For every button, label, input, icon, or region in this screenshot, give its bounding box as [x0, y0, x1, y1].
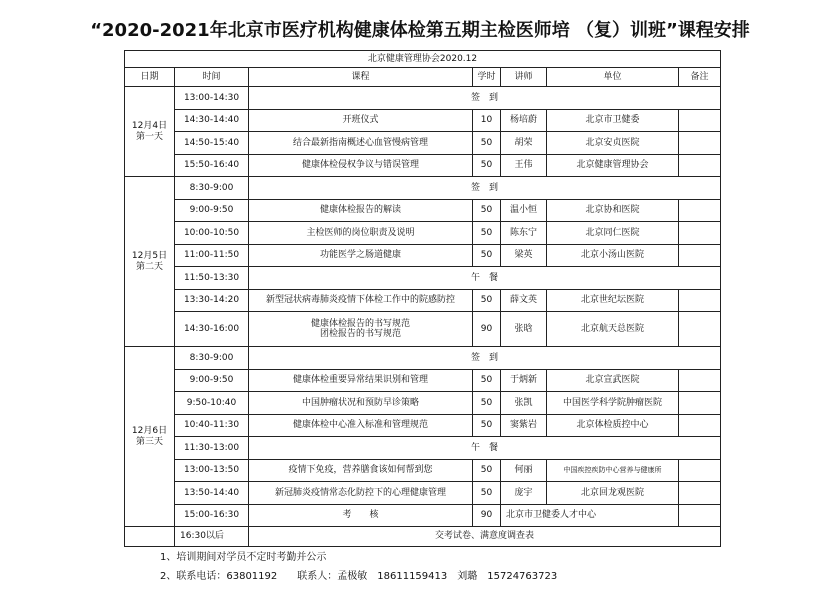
teacher-cell: 陈东宁: [501, 222, 547, 245]
break-cell: 午 餐: [249, 437, 721, 460]
remark-cell: [679, 312, 721, 347]
teacher-cell: 于炳新: [501, 369, 547, 392]
schedule-row: [125, 289, 721, 312]
hours-cell: 50: [473, 482, 501, 505]
notes: [160, 548, 557, 586]
remark-cell: [679, 132, 721, 155]
schedule-row: [125, 392, 721, 415]
time-cell: 15:00-16:30: [175, 504, 249, 527]
schedule-row: [125, 222, 721, 245]
schedule-row: [125, 414, 721, 437]
unit-cell: 北京安贞医院: [547, 132, 679, 155]
schedule-row: [125, 87, 721, 110]
unit-cell: 北京宣武医院: [547, 369, 679, 392]
teacher-cell: 温小恒: [501, 199, 547, 222]
teacher-cell: 张晗: [501, 312, 547, 347]
note-line: 1、培训期间对学员不定时考勤并公示: [160, 552, 327, 563]
final-row: [125, 527, 721, 547]
course-cell: 结合最新指南概述心血管慢病管理: [249, 132, 473, 155]
break-cell: 签 到: [249, 347, 721, 370]
unit-cell: 中国医学科学院肿瘤医院: [547, 392, 679, 415]
schedule-row: [125, 369, 721, 392]
note-line: 2、联系电话：63801192 联系人：孟极敏 18611159413 刘璐 15724763723: [160, 571, 558, 582]
remark-cell: [679, 109, 721, 132]
teacher-cell: 杨培蔚: [501, 109, 547, 132]
teacher-header: 讲师: [501, 68, 547, 87]
hours-cell: 50: [473, 244, 501, 267]
time-header: 时间: [175, 68, 249, 87]
unit-cell: 北京航天总医院: [547, 312, 679, 347]
course-cell: 开班仪式: [249, 109, 473, 132]
remark-cell: [679, 369, 721, 392]
hours-cell: 50: [473, 132, 501, 155]
time-cell: 13:00-14:30: [175, 87, 249, 110]
schedule-row: [125, 244, 721, 267]
hours-header: 学时: [473, 68, 501, 87]
course-header: 课程: [249, 68, 473, 87]
course-cell: 功能医学之肠道健康: [249, 244, 473, 267]
course-cell: 中国肿瘤状况和预防早诊策略: [249, 392, 473, 415]
unit-cell: 北京协和医院: [547, 199, 679, 222]
date-cell: 12月4日 第一天: [125, 87, 175, 177]
teacher-cell: 王伟: [501, 154, 547, 177]
unit-cell: 北京健康管理协会: [547, 154, 679, 177]
schedule-row: [125, 132, 721, 155]
time-cell: 14:30-14:40: [175, 109, 249, 132]
time-cell: 14:50-15:40: [175, 132, 249, 155]
unit-header: 单位: [547, 68, 679, 87]
time-cell: 9:00-9:50: [175, 199, 249, 222]
page-title: “2020-2021年北京市医疗机构健康体检第五期主检医师培 （复）训班”课程安排: [90, 20, 750, 41]
schedule-row: [125, 199, 721, 222]
unit-cell: 北京体检质控中心: [547, 414, 679, 437]
remark-cell: [679, 154, 721, 177]
time-cell: 9:50-10:40: [175, 392, 249, 415]
time-cell: 10:00-10:50: [175, 222, 249, 245]
unit-cell: 北京同仁医院: [547, 222, 679, 245]
course-cell: 主检医师的岗位职责及说明: [249, 222, 473, 245]
date-cell: [125, 527, 175, 547]
date-cell: 12月5日 第二天: [125, 177, 175, 347]
time-cell: 11:30-13:00: [175, 437, 249, 460]
org-cell: 北京健康管理协会2020.12: [125, 51, 721, 68]
unit-cell: 北京世纪坛医院: [547, 289, 679, 312]
schedule-row: [125, 482, 721, 505]
schedule-row: [125, 109, 721, 132]
course-cell: 新型冠状病毒肺炎疫情下体检工作中的院感防控: [249, 289, 473, 312]
course-cell: 健康体检侵权争议与错误管理: [249, 154, 473, 177]
schedule-row: [125, 504, 721, 527]
course-cell: 健康体检报告的解读: [249, 199, 473, 222]
time-cell: 11:50-13:30: [175, 267, 249, 290]
remark-cell: [679, 289, 721, 312]
time-cell: 8:30-9:00: [175, 347, 249, 370]
remark-cell: [679, 392, 721, 415]
remark-cell: [679, 482, 721, 505]
schedule-row: [125, 177, 721, 200]
time-cell: 11:00-11:50: [175, 244, 249, 267]
unit-cell: 北京市卫健委: [547, 109, 679, 132]
unit-cell: 北京回龙观医院: [547, 482, 679, 505]
header-row: [125, 68, 721, 87]
time-cell: 15:50-16:40: [175, 154, 249, 177]
course-cell: 疫情下免疫，营养膳食该如何帮到您: [249, 459, 473, 482]
time-cell: 13:50-14:40: [175, 482, 249, 505]
remark-cell: [679, 459, 721, 482]
teacher-cell: 梁英: [501, 244, 547, 267]
remark-cell: [679, 222, 721, 245]
time-cell: 10:40-11:30: [175, 414, 249, 437]
hours-cell: 50: [473, 369, 501, 392]
schedule-row: [125, 437, 721, 460]
final-cell: 交考试卷、满意度调查表: [249, 527, 721, 547]
time-cell: 9:00-9:50: [175, 369, 249, 392]
unit-cell: 中国疾控疾防中心营养与健康所: [547, 459, 679, 482]
remark-cell: [679, 414, 721, 437]
hours-cell: 50: [473, 459, 501, 482]
remark-header: 备注: [679, 68, 721, 87]
date-cell: 12月6日 第三天: [125, 347, 175, 527]
course-cell: 考 核: [249, 504, 473, 527]
hours-cell: 50: [473, 392, 501, 415]
time-cell: 14:30-16:00: [175, 312, 249, 347]
remark-cell: [679, 504, 721, 527]
schedule-row: [125, 154, 721, 177]
unit-cell: 北京小汤山医院: [547, 244, 679, 267]
time-cell: 13:30-14:20: [175, 289, 249, 312]
hours-cell: 50: [473, 289, 501, 312]
time-cell: 8:30-9:00: [175, 177, 249, 200]
unit-cell: 北京市卫健委人才中心: [501, 504, 679, 527]
course-cell: 健康体检中心准入标准和管理规范: [249, 414, 473, 437]
remark-cell: [679, 199, 721, 222]
hours-cell: 90: [473, 312, 501, 347]
course-cell: 新冠肺炎疫情常态化防控下的心理健康管理: [249, 482, 473, 505]
schedule-row: [125, 267, 721, 290]
hours-cell: 90: [473, 504, 501, 527]
teacher-cell: 窦紫岩: [501, 414, 547, 437]
hours-cell: 50: [473, 414, 501, 437]
teacher-cell: 薛文英: [501, 289, 547, 312]
org-row: [125, 51, 721, 68]
course-cell: 健康体检报告的书写规范 团检报告的书写规范: [249, 312, 473, 347]
hours-cell: 50: [473, 222, 501, 245]
hours-cell: 50: [473, 199, 501, 222]
teacher-cell: 何丽: [501, 459, 547, 482]
course-cell: 健康体检重要异常结果识别和管理: [249, 369, 473, 392]
teacher-cell: 庞宇: [501, 482, 547, 505]
date-header: 日期: [125, 68, 175, 87]
teacher-cell: 张凯: [501, 392, 547, 415]
schedule-row: [125, 312, 721, 347]
time-cell: 16:30以后: [175, 527, 249, 547]
break-cell: 午 餐: [249, 267, 721, 290]
hours-cell: 50: [473, 154, 501, 177]
teacher-cell: 胡荣: [501, 132, 547, 155]
time-cell: 13:00-13:50: [175, 459, 249, 482]
break-cell: 签 到: [249, 177, 721, 200]
schedule-table: [124, 50, 721, 547]
schedule-row: [125, 347, 721, 370]
break-cell: 签 到: [249, 87, 721, 110]
schedule-row: [125, 459, 721, 482]
hours-cell: 10: [473, 109, 501, 132]
remark-cell: [679, 244, 721, 267]
